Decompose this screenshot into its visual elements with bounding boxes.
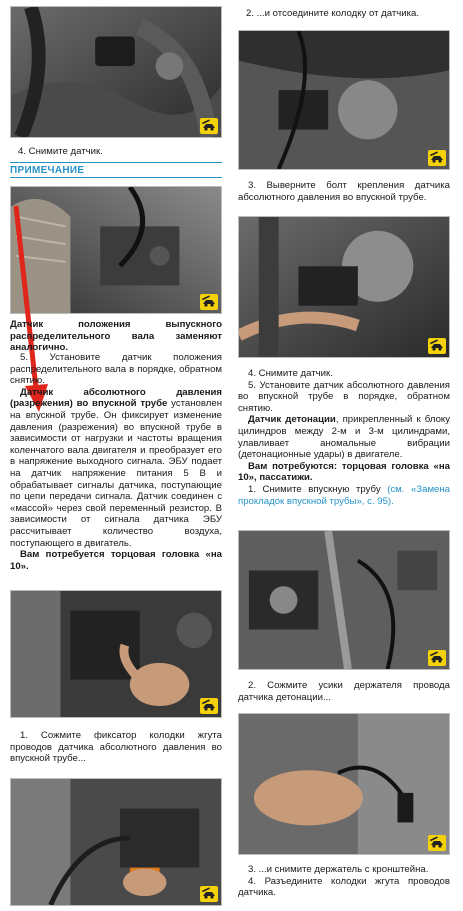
photo-connector-orange [10,778,222,906]
k-step4: 4. Разъедините колодки жгута проводов датчика. [238,875,450,899]
tools-right: Вам потребуются: торцовая головка «на 10», пассатижи. [238,460,450,484]
map-sensor-title: Датчик абсолютного давления (разрежения) во впускной трубе [10,386,222,410]
k-step2-caption [238,680,450,703]
wrench-car-icon [200,118,218,134]
photo-remove-holder [238,713,450,855]
wrench-car-icon [200,698,218,714]
note-heading: ПРИМЕЧАНИЕ [10,165,222,178]
right-body-text [238,368,450,507]
k-step1: 1. Снимите впускную трубу [248,483,388,495]
wrench-car-icon [428,150,446,166]
step3-right-caption [238,180,450,203]
step4-right: 4. Снимите датчик. [248,368,333,379]
wrench-car-icon [200,294,218,310]
tools-left: Вам потребуется торцовая головка «на 10». [10,549,222,572]
step5-right: 5. Установите датчик абсолютного давления во впускной трубе в порядке, обратном снятию. [238,379,450,414]
photo-disconnect [238,30,450,170]
step1-left-caption [10,730,222,765]
right-final-captions [238,864,450,899]
intake-gasket-link[interactable]: (см. «Замена прокладок впускной трубы», с. 95). [238,483,451,507]
wrench-car-icon [428,650,446,666]
step2-right-caption: 2. ...и отсоедините колодку от датчика. [246,8,420,19]
step5-left: 5. Установите датчик положения распределительного вала в порядке, обратном снятию. [10,352,222,387]
note-text [10,319,222,354]
left-body-text [10,352,222,572]
step1-left: 1. Сожмите фиксатор колодки жгута проводов датчика абсолютного давления во впускной трубе... [10,730,222,765]
step3-right: 3. Выверните болт крепления датчика абсолютного давления во впускной трубе. [238,180,450,203]
wrench-car-icon [428,338,446,354]
wrench-car-icon [200,886,218,902]
k-step3: 3. ...и снимите держатель с кронштейна. [248,864,429,875]
photo-unscrew-bolt [238,216,450,358]
map-sensor-body: установлен на впускной трубе. Он фиксирует изменение давления (разрежения) во впускной трубе в зависимости от нагрузки и частоты вращения коленчатого вала двигателя и преобразует его в напряжение выходного сигнала. ЭБУ подает на датчик напряжение питания 5 В и обрабатывает сигналы датчика, поступающие по цепи передачи сигнала. Датчик соединен с «массой» через свой переменный резистор. В зависимости от сигнала датчика ЭБУ рассчитывает количество воздуха, поступающего в двигатель. [10,398,222,549]
knock-sensor-body: , прикрепленный к блоку цилиндров между 2-м и 3-м цилиндрами, улавливает аномальные вибрации (детонационные удары) в двигателе. [238,414,451,461]
wrench-car-icon [428,835,446,851]
photo-knock-holder [238,530,450,670]
note-top-rule [10,162,222,163]
k-step2: 2. Сожмите усики держателя провода датчика детонации... [238,680,450,703]
photo-remove-sensor [10,6,222,138]
note-paragraph: Датчик положения выпускного распределительного вала заменяют аналогично. [10,319,222,354]
knock-sensor-title: Датчик детонации [248,414,336,426]
step4-left-caption: 4. Снимите датчик. [18,146,103,157]
photo-press-latch [10,590,222,718]
